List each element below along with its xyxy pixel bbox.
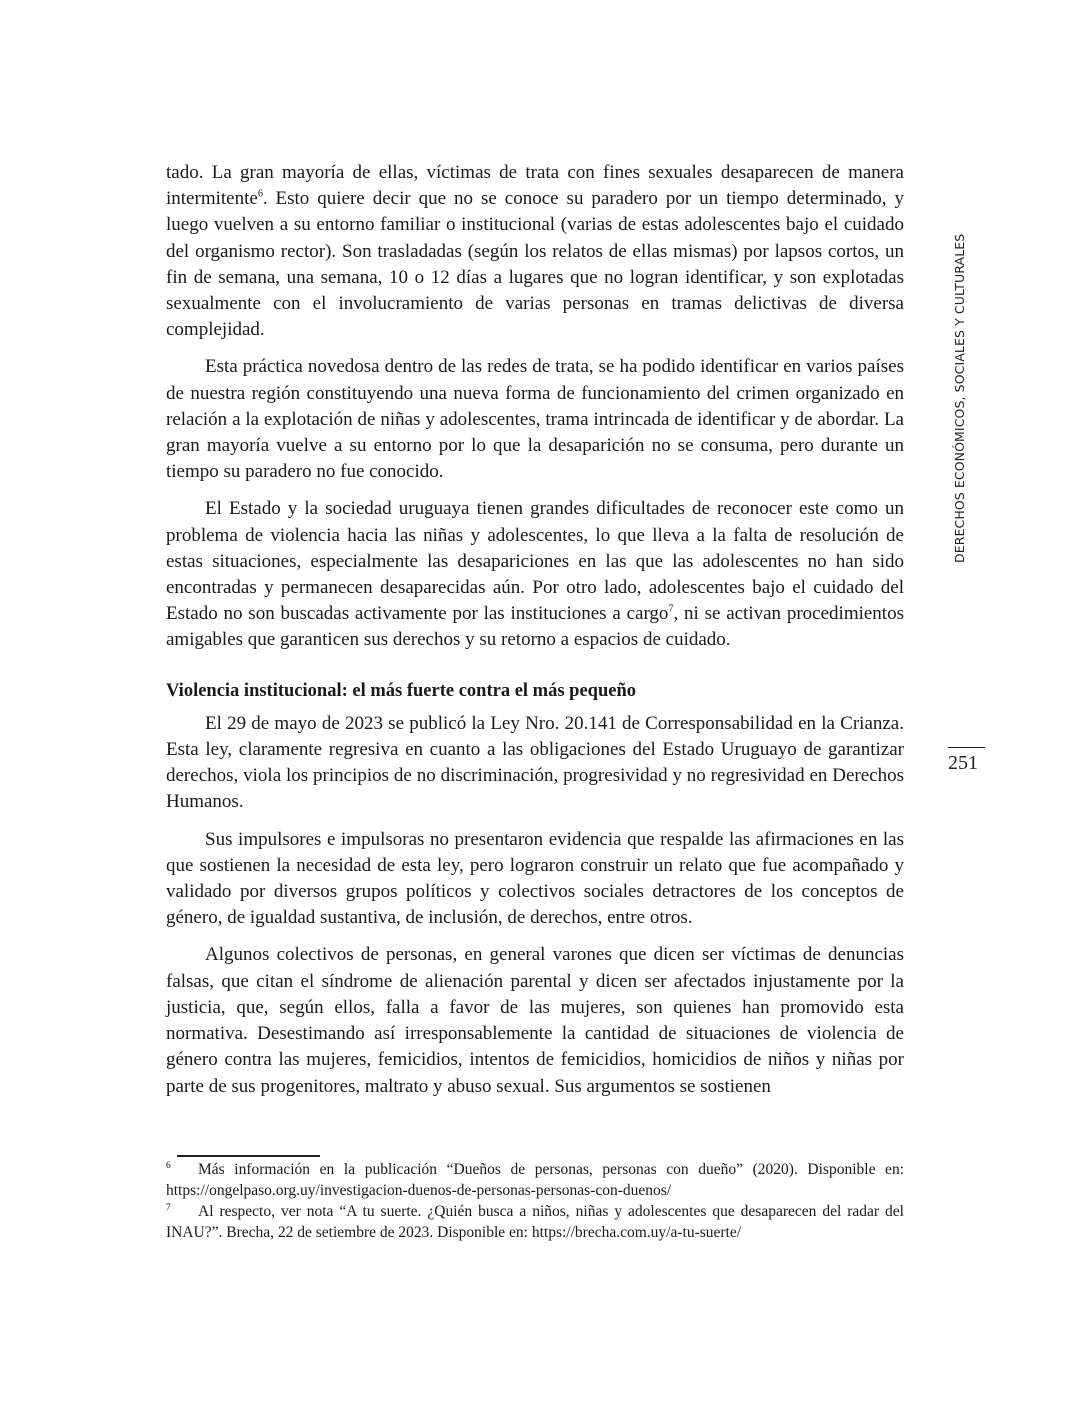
body-text [166,160,904,1111]
paragraph-text: , ni se activan procedimientos amigables que garanticen sus derechos y su retorno a espacios de cuidado. [166,603,904,651]
section-heading: Violencia institucional: el más fuerte contra el más pequeño [166,680,636,701]
footnote-7 [166,1201,904,1243]
page-number-rule [948,747,985,748]
footnote-text: Al respecto, ver nota “A tu suerte. ¿Quién busca a niños, niñas y adolescentes que desaparecen del radar del INAU?”. Brecha, 22 de setiembre de 2023. Disponible en: https://brecha.com.uy/a-tu-suerte/ [166,1203,904,1241]
footnotes [166,1159,904,1243]
footnote-marker: 7 [166,1203,171,1213]
section-paragraph-2: Sus impulsores e impulsoras no presentaron evidencia que respalde las afirmaciones en las que sostienen la necesidad de esta ley, pero lograron construir un relato que fue acompañado y validado por diversos grupos políticos y colectivos sociales detractores de los conceptos de género, de igualdad sustantiva, de inclusión, de derechos, entre otros. [166,828,904,929]
section-paragraph-1: El 29 de mayo de 2023 se publicó la Ley Nro. 20.141 de Corresponsabilidad en la Crianza. Esta ley, claramente regresiva en cuanto a las obligaciones del Estado Uruguayo de garantizar derechos, viola los principios de no discriminación, progresividad y no regresividad en Derechos Humanos. [166,712,904,813]
footnote-text: Más información en la publicación “Dueños de personas, personas con dueño” (2020). Disponible en: https://ongelpaso.org.uy/investigacion-duenos-de-personas-personas-con-duenos/ [166,1161,904,1199]
paragraph-1 [166,160,904,343]
paragraph-2: Esta práctica novedosa dentro de las redes de trata, se ha podido identificar en varios países de nuestra región constituyendo una nueva forma de funcionamiento del crimen organizado en relación a la explotación de niñas y adolescentes, trama intrincada de identificar y de abordar. La gran mayoría vuelve a su entorno por lo que la desaparición no se consuma, pero durante un tiempo su paradero no fue conocido. [166,356,904,483]
paragraph-text: . Esto quiere decir que no se conoce su paradero por un tiempo determinado, y luego vuelven a su entorno familiar o institucional (varias de estas adolescentes bajo el cuidado del organismo rector). Son trasladadas (según los relatos de ellas mismas) por lapsos cortos, un fin de semana, una semana, 10 o 12 días a lugares que no logran identificar, y son explotadas sexualmente con el involucramiento de varias personas en tramas delictivas de diversa complejidad. [166,188,904,341]
paragraph-text: tado. La gran mayoría de ellas, víctimas de trata con fines sexuales desaparecen de manera intermitente [166,162,904,210]
footnote-marker: 6 [166,1161,171,1171]
page-number: 251 [948,752,978,774]
paragraph-text: El Estado y la sociedad uruguaya tienen grandes dificultades de reconocer este como un problema de violencia hacia las niñas y adolescentes, lo que lleva a la falta de resolución de estas situaciones, especialmente las desapariciones en las que las adolescentes no han sido encontradas y permanecen desaparecidas aún. Por otro lado, adolescentes bajo el cuidado del Estado no son buscadas activamente por las instituciones a cargo [166,498,904,625]
section-paragraph-3: Algunos colectivos de personas, en general varones que dicen ser víctimas de denuncias falsas, que citan el síndrome de alienación parental y dicen ser afectados injustamente por la justicia, que, según ellos, falla a favor de las mujeres, son quienes han promovido esta normativa. Desestimando así irresponsablemente la cantidad de situaciones de violencia de género contra las mujeres, femicidios, intentos de femicidios, homicidios de niños y niñas por parte de sus progenitores, maltrato y abuso sexual. Sus argumentos se sostienen [166,944,904,1097]
footnote-6 [166,1159,904,1201]
paragraph-3 [166,496,904,653]
footnote-ref-7[interactable]: 7 [668,603,674,615]
running-side-label: DERECHOS ECONÓMICOS, SOCIALES Y CULTURALES [952,233,967,563]
footnote-ref-6[interactable]: 6 [257,188,263,200]
footnote-separator [177,1155,320,1157]
